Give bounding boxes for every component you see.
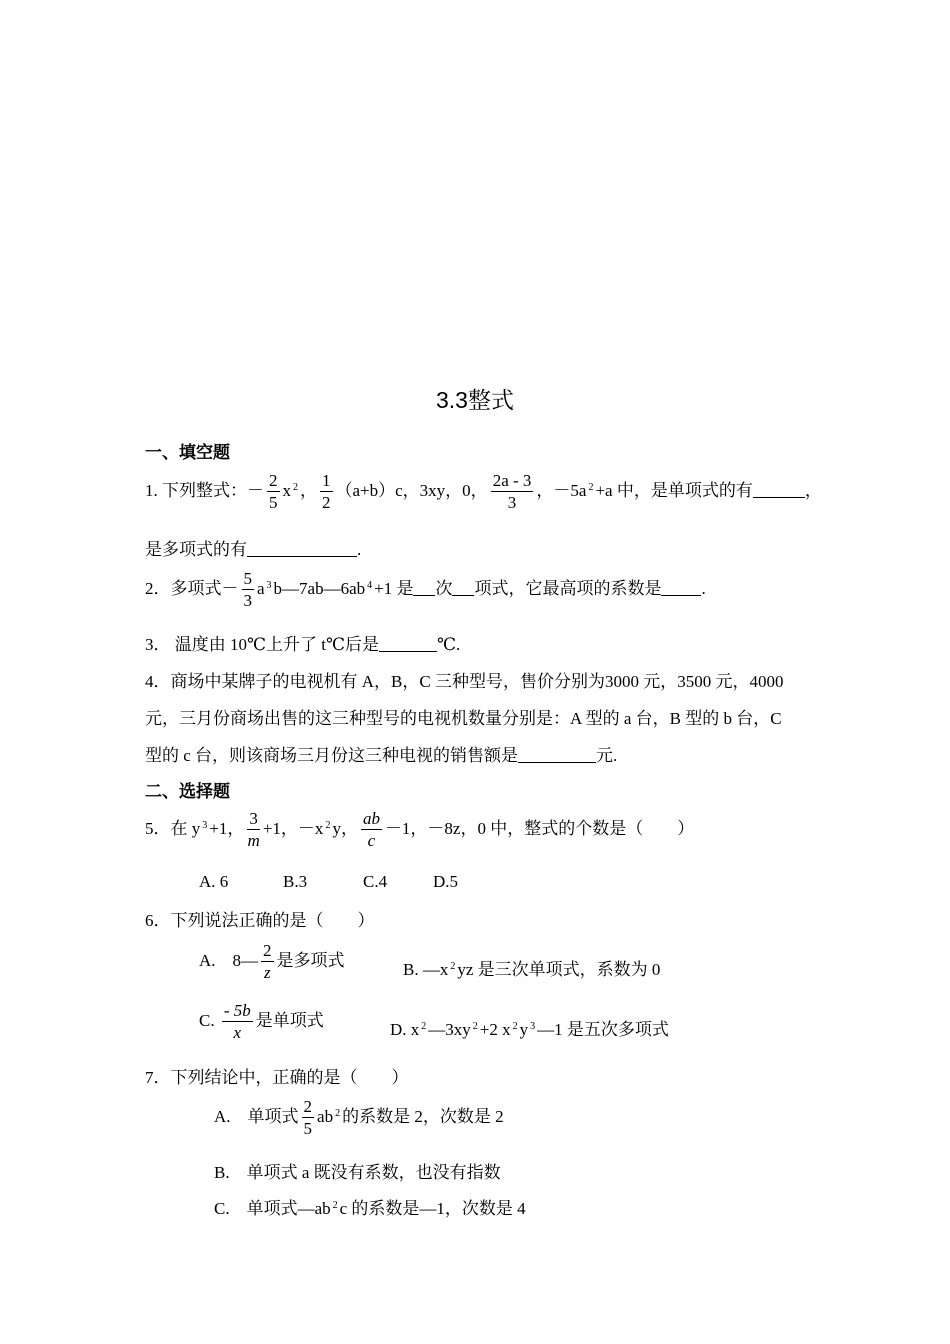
q1-t1: x xyxy=(282,480,291,500)
question-1-line-1 xyxy=(145,472,822,512)
q6-d-c: +2 x xyxy=(479,1020,511,1039)
q5-option-d[interactable]: D.5 xyxy=(433,872,459,891)
q6-d-e1: 2 xyxy=(421,1021,427,1032)
q1-f1-den: 5 xyxy=(269,492,278,512)
section-multiple-choice: 二、选择题 xyxy=(145,782,230,801)
q2-answer-blank-1[interactable] xyxy=(413,582,435,596)
q6-c-den: x xyxy=(233,1022,242,1042)
q6-d-e: —1 是五次多项式 xyxy=(537,1020,669,1039)
q5-fraction-1 xyxy=(247,810,260,850)
q2-f-den: 3 xyxy=(243,590,252,610)
q4-answer-blank[interactable] xyxy=(518,749,596,763)
q7-a-den: 5 xyxy=(303,1118,313,1138)
question-1-line-2 xyxy=(145,535,361,560)
q5-f1-num: 3 xyxy=(249,809,258,828)
q2-e1: 3 xyxy=(266,579,272,591)
q7-option-c[interactable] xyxy=(214,1194,526,1219)
q5-t2: +1，－x xyxy=(262,818,324,838)
q5-t3: y， xyxy=(332,818,358,838)
q7-a-num: 2 xyxy=(303,1097,313,1116)
q7-a-prefix: A. 单项式 xyxy=(214,1106,299,1126)
q5-fraction-2 xyxy=(361,810,382,850)
q1-f3-num: 2a - 3 xyxy=(492,471,532,490)
question-2 xyxy=(145,570,706,610)
q6-d-e2: 2 xyxy=(472,1021,478,1032)
q5-option-c[interactable]: C.4 xyxy=(363,872,388,891)
q1-e2: 2 xyxy=(588,481,594,493)
q5-option-a[interactable]: A. 6 xyxy=(199,872,229,891)
question-7-stem: 7．下列结论中，正确的是（ ） xyxy=(145,1068,409,1087)
question-4-line-3 xyxy=(145,741,617,766)
question-3 xyxy=(145,630,460,655)
q6-d-d: y xyxy=(519,1020,529,1039)
question-6-stem: 6．下列说法正确的是（ ） xyxy=(145,911,375,930)
q2-t5: 项式，它最高项的系数是 xyxy=(474,578,662,598)
q7-option-a[interactable] xyxy=(214,1098,504,1138)
q1-t2: ， xyxy=(300,480,317,500)
q1-t4: ，－5a xyxy=(536,480,587,500)
q5-t4: －1，－8z，0 中，整式的个数是（ ） xyxy=(384,818,695,838)
q7-option-b[interactable]: B. 单项式 a 既没有系数，也没有指数 xyxy=(214,1163,501,1182)
q1-fraction-2 xyxy=(320,472,333,512)
q1-prefix: 1. 下列整式：－ xyxy=(145,480,264,500)
q1-e1: 2 xyxy=(293,481,298,493)
q5-f1-den: m xyxy=(247,830,260,850)
q3-end: ℃. xyxy=(437,635,461,654)
q2-e2: 4 xyxy=(367,579,373,591)
q6-b-e: 2 xyxy=(450,961,456,972)
q6-a-suffix: 是多项式 xyxy=(276,950,345,970)
q2-prefix: 2．多项式－ xyxy=(145,578,239,598)
q6-d-e4: 3 xyxy=(530,1021,536,1032)
q1-line2-text: 是多项式的有 xyxy=(145,540,247,559)
q7-a-t1: ab xyxy=(317,1106,334,1126)
q1-fraction-3 xyxy=(491,472,534,512)
q5-option-b[interactable]: B.3 xyxy=(283,872,308,891)
q6-option-d[interactable] xyxy=(390,1015,669,1040)
q2-answer-blank-2[interactable] xyxy=(452,582,474,596)
q5-e1: 3 xyxy=(202,819,208,831)
q5-prefix: 5．在 y xyxy=(145,818,201,838)
q6-b-b: yz 是三次单项式，系数为 0 xyxy=(457,960,661,979)
q2-f-num: 5 xyxy=(243,569,252,588)
q6-a-den: z xyxy=(263,962,271,982)
q2-t4: 次 xyxy=(435,578,453,598)
q3-answer-blank[interactable] xyxy=(379,638,437,652)
question-5 xyxy=(145,810,694,850)
q1-t3: （a+b）c，3xy，0， xyxy=(335,480,488,500)
q2-t3: +1 是 xyxy=(374,578,414,598)
q6-c-prefix: C. xyxy=(199,1010,219,1030)
q1-fraction-1 xyxy=(267,472,280,512)
q5-f2-num: ab xyxy=(362,809,380,828)
q7-c-e: 2 xyxy=(332,1200,338,1211)
q7-c-t2: c 的系数是—1，次数是 4 xyxy=(339,1199,526,1218)
q6-c-fraction xyxy=(222,1002,253,1042)
q4-line3-end: 元. xyxy=(596,746,618,765)
q1-f1-num: 2 xyxy=(269,471,278,490)
q1-t5: +a 中，是单项式的有 xyxy=(595,480,753,500)
q7-a-fraction xyxy=(302,1098,315,1138)
q6-a-num: 2 xyxy=(263,941,272,960)
q4-line3-text: 型的 c 台，则该商场三月份这三种电视的销售额是 xyxy=(145,746,519,765)
q6-option-c[interactable] xyxy=(199,1002,324,1042)
q7-a-t2: 的系数是 2，次数是 2 xyxy=(342,1106,504,1126)
q6-a-fraction xyxy=(261,942,274,982)
q1-f3-den: 3 xyxy=(507,492,517,512)
q7-a-e: 2 xyxy=(335,1107,341,1119)
q6-d-b: —3xy xyxy=(428,1020,471,1039)
q6-c-num: - 5b xyxy=(223,1001,251,1020)
q1-answer-blank-1[interactable] xyxy=(753,484,805,498)
q2-t6: . xyxy=(701,578,706,598)
q2-t2: b—7ab—6ab xyxy=(273,578,366,598)
q6-option-a[interactable] xyxy=(199,942,345,982)
q1-line2-end: . xyxy=(357,540,362,559)
q1-t6: ， xyxy=(804,480,822,500)
q1-answer-blank-2[interactable] xyxy=(247,543,357,557)
q2-answer-blank-3[interactable] xyxy=(661,582,701,596)
q6-a-prefix: A. 8— xyxy=(199,950,259,970)
q3-text: 3． 温度由 10℃上升了 t℃后是 xyxy=(145,635,380,654)
q5-e2: 2 xyxy=(325,819,331,831)
page-title: 3.3整式 xyxy=(436,387,514,413)
question-4-line-2: 元，三月份商场出售的这三种型号的电视机数量分别是：A 型的 a 台，B 型的 b 台，C xyxy=(145,709,782,728)
q6-c-suffix: 是单项式 xyxy=(255,1010,324,1030)
question-4-line-1: 4．商场中某牌子的电视机有 A，B，C 三种型号，售价分别为3000 元，3500 元，4000 xyxy=(145,672,784,691)
section-fill-blank: 一、填空题 xyxy=(145,443,230,462)
q5-t1: +1， xyxy=(209,818,245,838)
q1-f2-num: 1 xyxy=(322,471,331,490)
q6-d-a: D. x xyxy=(390,1020,420,1039)
q5-f2-den: c xyxy=(367,830,376,850)
q1-f2-den: 2 xyxy=(322,492,331,512)
q2-fraction xyxy=(242,570,255,610)
q6-b-a: B. —x xyxy=(403,960,449,979)
q6-d-e3: 2 xyxy=(512,1021,518,1032)
q2-t1: a xyxy=(257,578,265,598)
q6-option-b[interactable] xyxy=(403,955,660,980)
q7-c-t1: C. 单项式—ab xyxy=(214,1199,331,1218)
